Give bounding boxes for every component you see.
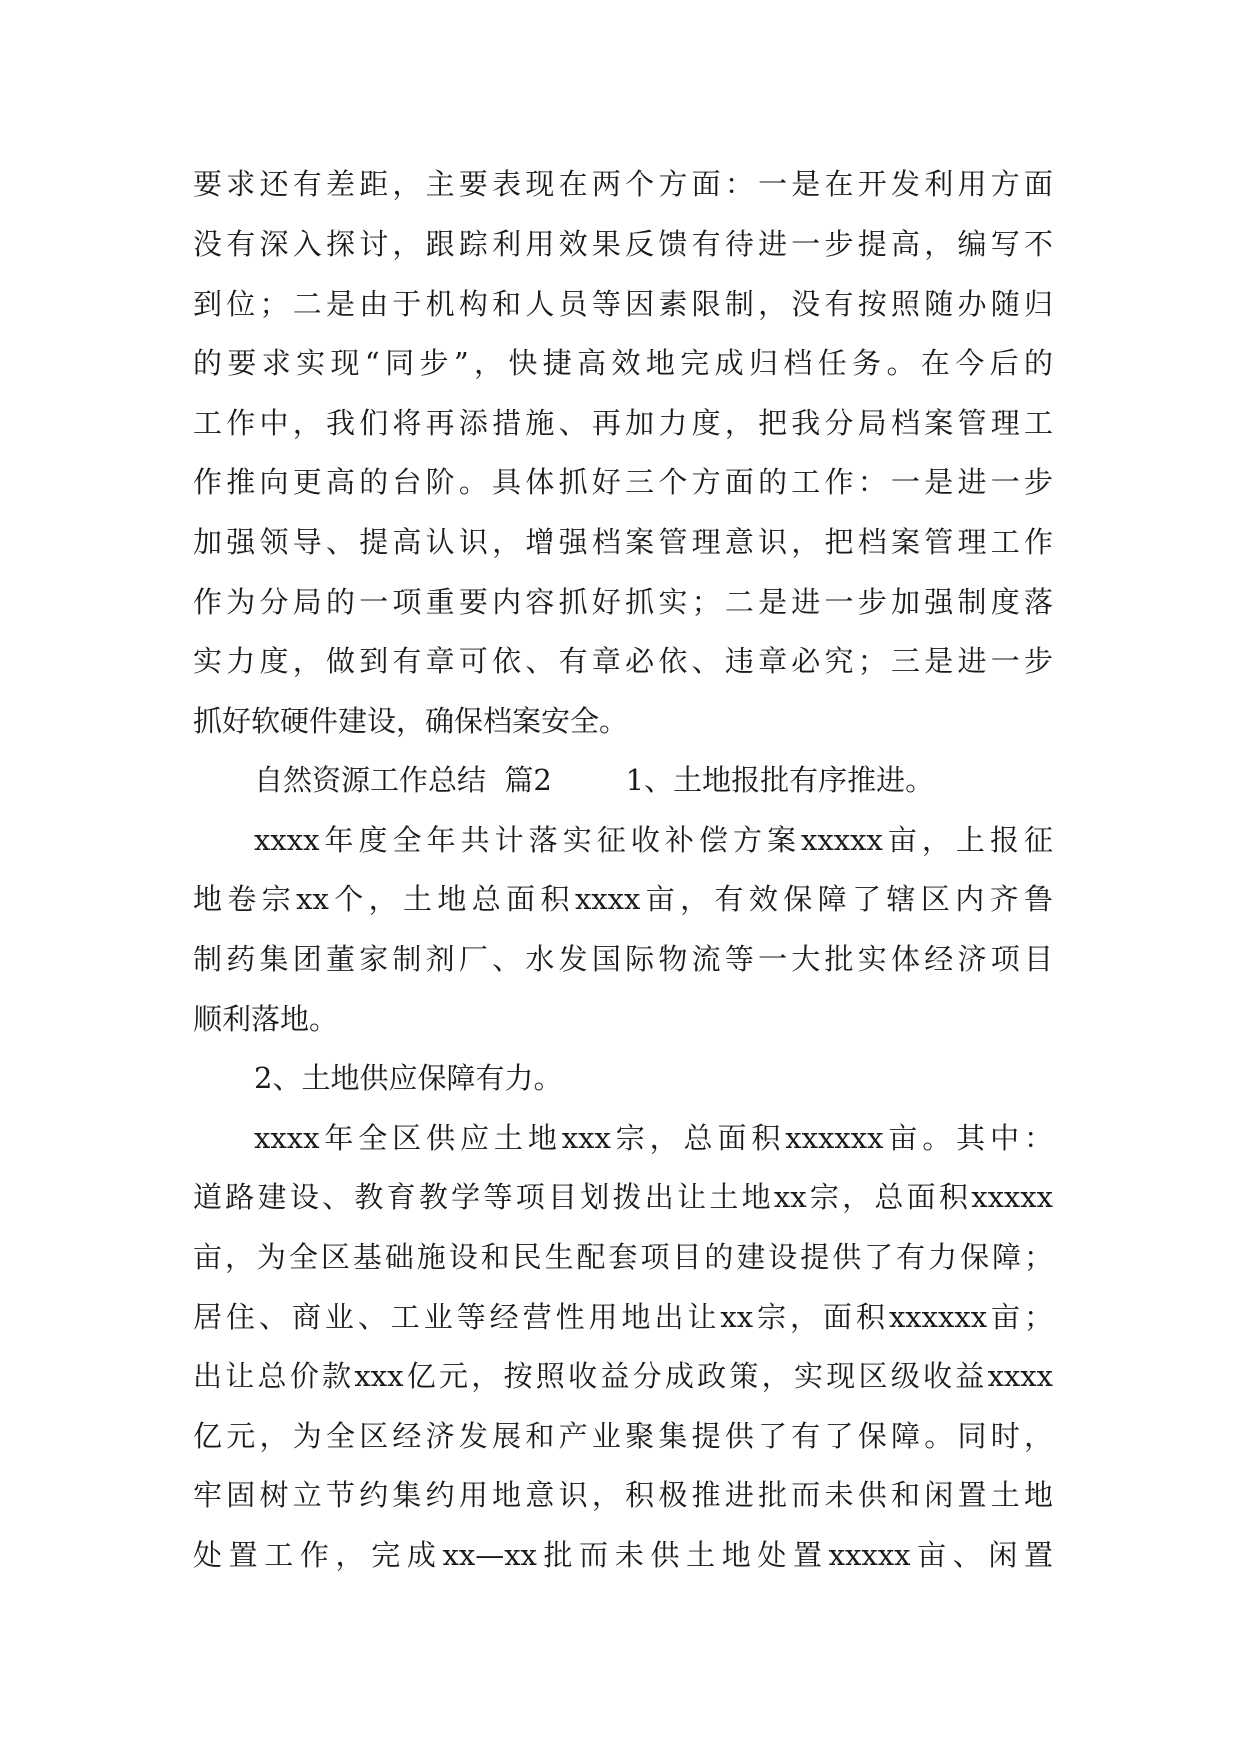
text-line: 顺利落地。 (193, 1002, 339, 1036)
text-line: 抓好软硬件建设，确保档案安全。 (193, 704, 629, 738)
text-line: 亿元，为全区经济发展和产业聚集提供了有了保障。同时， (193, 1419, 1053, 1453)
text-line: 工作中，我们将再添措施、再加力度，把我分局档案管理工 (193, 406, 1053, 440)
text-line: 实力度，做到有章可依、有章必依、违章必究；三是进一步 (193, 644, 1053, 678)
text-line: xxxx年全区供应土地xxx宗，总面积xxxxxx亩。其中： (254, 1121, 1053, 1155)
text-line: 到位；二是由于机构和人员等因素限制，没有按照随办随归 (193, 287, 1053, 321)
text-line: 作推向更高的台阶。具体抓好三个方面的工作：一是进一步 (193, 465, 1053, 499)
text-line: 的要求实现“同步”，快捷高效地完成归档任务。在今后的 (193, 346, 1053, 380)
text-line: 道路建设、教育教学等项目划拨出让土地xx宗，总面积xxxxx (193, 1180, 1053, 1214)
subsection-heading: 2、土地供应保障有力。 (254, 1061, 563, 1095)
text-line: 加强领导、提高认识，增强档案管理意识，把档案管理工作 (193, 525, 1053, 559)
text-line: 牢固树立节约集约用地意识，积极推进批而未供和闲置土地 (193, 1478, 1053, 1512)
text-line: 要求还有差距，主要表现在两个方面：一是在开发利用方面 (193, 167, 1053, 201)
section-heading: 自然资源工作总结 篇2 1、土地报批有序推进。 (254, 763, 935, 797)
text-line: 居住、商业、工业等经营性用地出让xx宗，面积xxxxxx亩； (193, 1300, 1053, 1334)
text-line: 处置工作，完成xx—xx批而未供土地处置xxxxx亩、闲置 (193, 1538, 1053, 1572)
text-line: 亩，为全区基础施设和民生配套项目的建设提供了有力保障； (193, 1240, 1053, 1274)
text-line: 地卷宗xx个，土地总面积xxxx亩，有效保障了辖区内齐鲁 (193, 882, 1053, 916)
text-line: xxxx年度全年共计落实征收补偿方案xxxxx亩，上报征 (254, 823, 1053, 857)
text-line: 制药集团董家制剂厂、水发国际物流等一大批实体经济项目 (193, 942, 1053, 976)
text-line: 没有深入探讨，跟踪利用效果反馈有待进一步提高，编写不 (193, 227, 1053, 261)
text-line: 作为分局的一项重要内容抓好抓实；二是进一步加强制度落 (193, 585, 1053, 619)
text-line: 出让总价款xxx亿元，按照收益分成政策，实现区级收益xxxx (193, 1359, 1053, 1393)
